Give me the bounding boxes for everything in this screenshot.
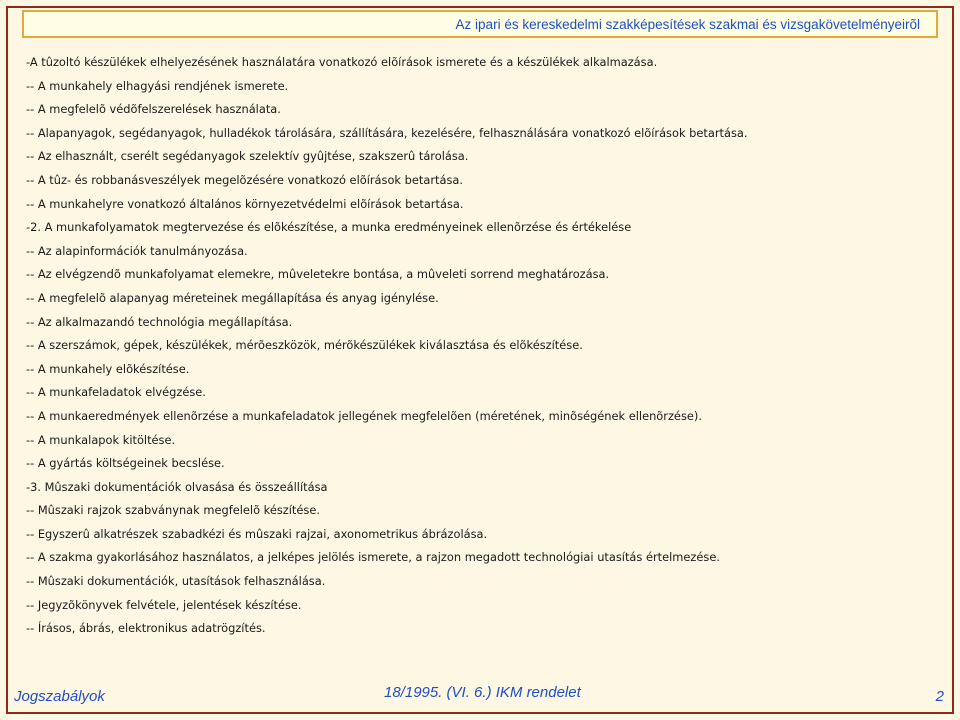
text-line: -- Mûszaki rajzok szabványnak megfelelõ készítése. xyxy=(26,503,320,518)
text-line: -- A munkahelyre vonatkozó általános környezetvédelmi elõírások betartása. xyxy=(26,196,464,211)
page-number: 2 xyxy=(935,688,944,705)
text-line: -- A szakma gyakorlásához használatos, a jelképes jelölés ismerete, a rajzon megadott technológiai utasítás értelmezése. xyxy=(26,550,720,565)
text-line: -- A szerszámok, gépek, készülékek, mérõeszközök, mérõkészülékek kiválasztása és elõkészítése. xyxy=(26,338,583,353)
page-header xyxy=(22,10,938,38)
section-heading: -3. Mûszaki dokumentációk olvasása és összeállítása xyxy=(26,479,328,494)
text-line: -- Az alapinformációk tanulmányozása. xyxy=(26,243,248,258)
section-heading: -2. A munkafolyamatok megtervezése és elõkészítése, a munka eredményeinek ellenõrzése és értékelése xyxy=(26,220,632,235)
text-line: -A tûzoltó készülékek elhelyezésének használatára vonatkozó elõírások ismerete és a készülékek alkalmazása. xyxy=(26,55,658,69)
text-line: -- A munkafeladatok elvégzése. xyxy=(26,385,206,400)
text-line: -- Az elvégzendõ munkafolyamat elemekre, mûveletekre bontása, a mûveleti sorrend meghatározása. xyxy=(26,267,610,282)
text-line: -- Írásos, ábrás, elektronikus adatrögzítés. xyxy=(26,621,266,636)
text-line: -- A megfelelõ alapanyag méreteinek megállapítása és anyag igénylése. xyxy=(26,290,439,305)
text-line: -- Az alkalmazandó technológia megállapítása. xyxy=(26,314,293,329)
text-line: -- A munkahely elõkészítése. xyxy=(26,361,190,376)
text-line: -- A munkahely elhagyási rendjének ismerete. xyxy=(26,78,289,93)
text-line: -- Egyszerû alkatrészek szabadkézi és mûszaki rajzai, axonometrikus ábrázolása. xyxy=(26,526,488,541)
text-line: -- A tûz- és robbanásveszélyek megelõzésére vonatkozó elõírások betartása. xyxy=(26,172,463,187)
page-title: Az ipari és kereskedelmi szakképesítések szakmai és vizsgakövetelményeirõl xyxy=(455,16,920,32)
text-line: -- A gyártás költségeinek becslése. xyxy=(26,456,225,471)
text-line: -- Alapanyagok, segédanyagok, hulladékok tárolására, szállítására, kezelésére, felhasználására vonatkozó elõírások betartása. xyxy=(26,125,748,140)
text-line: -- A megfelelõ védõfelszerelések használata. xyxy=(26,102,281,117)
document-body xyxy=(26,51,936,641)
text-line: -- Mûszaki dokumentációk, utasítások felhasználása. xyxy=(26,574,326,589)
text-line: -- A munkaeredmények ellenõrzése a munkafeladatok jellegének megfelelõen (méretének, minõségének ellenõrzése). xyxy=(26,408,702,423)
text-line: -- A munkalapok kitöltése. xyxy=(26,432,176,447)
text-line: -- Az elhasznált, cserélt segédanyagok szelektív gyûjtése, szakszerû tárolása. xyxy=(26,149,469,164)
footer-regulation: 18/1995. (VI. 6.) IKM rendelet xyxy=(384,684,581,701)
text-line: -- Jegyzõkönyvek felvétele, jelentések készítése. xyxy=(26,597,302,612)
footer-source: Jogszabályok xyxy=(14,688,105,705)
